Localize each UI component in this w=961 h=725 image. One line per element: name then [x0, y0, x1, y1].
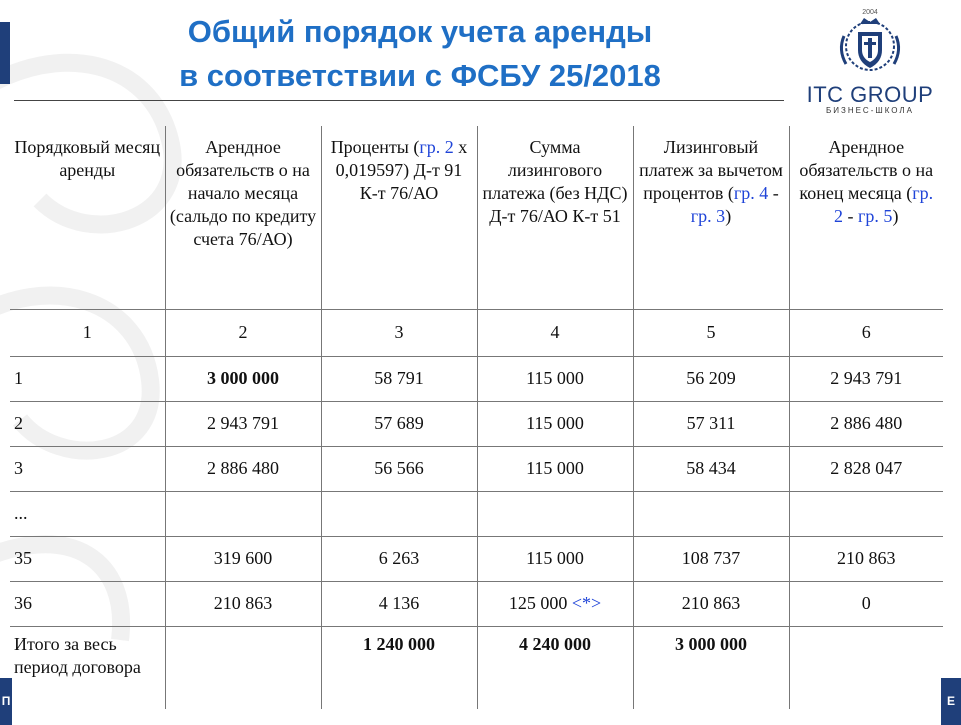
total-interest: 1 240 000 [321, 626, 477, 709]
table-row [10, 401, 943, 446]
ref-col-3: гр. 3 [690, 206, 726, 226]
lease-accounting-table [10, 126, 943, 709]
column-number-row [10, 309, 943, 356]
cell-closing: 2 828 047 [789, 446, 943, 491]
cell-interest: 58 791 [321, 356, 477, 401]
total-label: Итого за весь период договора [10, 626, 165, 709]
cell-month: 35 [10, 536, 165, 581]
cell-net: 210 863 [633, 581, 789, 626]
cell-month: 3 [10, 446, 165, 491]
header-closing-liability: Арендное обязательств о на конец месяца (гр. 2 - гр. 5) [789, 126, 943, 309]
column-number: 6 [789, 309, 943, 356]
table-row [10, 581, 943, 626]
column-number: 4 [477, 309, 633, 356]
table-row [10, 536, 943, 581]
itc-group-logo [790, 6, 950, 128]
logo-name: ITC GROUP [806, 82, 934, 107]
cell-interest [321, 491, 477, 536]
table-row-ellipsis [10, 491, 943, 536]
table-row [10, 446, 943, 491]
cell-opening: 210 863 [165, 581, 321, 626]
cell-closing: 2 886 480 [789, 401, 943, 446]
logo-year: 2004 [862, 9, 878, 16]
cell-month: ... [10, 491, 165, 536]
ref-col-2: гр. 2 [419, 137, 454, 157]
header-interest: Проценты (гр. 2 х 0,019597) Д-т 91 К-т 76/АО [321, 126, 477, 309]
cell-payment: 115 000 [477, 401, 633, 446]
footer-right-tab: Е [941, 678, 961, 725]
footnote-link[interactable]: <*> [571, 593, 602, 613]
title-divider [14, 100, 784, 101]
cell-net: 57 311 [633, 401, 789, 446]
cell-closing: 210 863 [789, 536, 943, 581]
cell-net: 108 737 [633, 536, 789, 581]
slide-title [60, 10, 780, 98]
ref-col-4: гр. 4 [733, 183, 769, 203]
cell-opening [165, 491, 321, 536]
cell-interest: 4 136 [321, 581, 477, 626]
cell-month: 36 [10, 581, 165, 626]
cell-payment: 115 000 [477, 356, 633, 401]
cell-payment: 115 000 [477, 536, 633, 581]
column-number: 2 [165, 309, 321, 356]
total-net: 3 000 000 [633, 626, 789, 709]
table-row [10, 356, 943, 401]
cell-opening: 2 886 480 [165, 446, 321, 491]
cell-payment [477, 491, 633, 536]
cell-month: 1 [10, 356, 165, 401]
table-header-row [10, 126, 943, 309]
total-opening [165, 626, 321, 709]
crest-icon [832, 6, 908, 82]
title-line-2: в соответствии с ФСБУ 25/2018 [179, 58, 661, 93]
title-line-1: Общий порядок учета аренды [187, 14, 653, 49]
ref-col-5: гр. 5 [858, 206, 893, 226]
cell-net: 56 209 [633, 356, 789, 401]
cell-interest: 6 263 [321, 536, 477, 581]
footer-left-tab: П [0, 678, 12, 725]
cell-closing [789, 491, 943, 536]
ref-col-2: гр. 2 [834, 183, 934, 226]
cell-closing: 0 [789, 581, 943, 626]
logo-subtitle: БИЗНЕС-ШКОЛА [825, 106, 914, 115]
column-number: 3 [321, 309, 477, 356]
cell-interest: 57 689 [321, 401, 477, 446]
column-number: 5 [633, 309, 789, 356]
header-payment-net-interest: Лизинговый платеж за вычетом процентов (гр. 4 - гр. 3) [633, 126, 789, 309]
cell-month: 2 [10, 401, 165, 446]
cell-payment: 125 000 <*> [477, 581, 633, 626]
header-lease-payment: Сумма лизингового платежа (без НДС) Д-т 76/АО К-т 51 [477, 126, 633, 309]
header-month-number: Порядковый месяц аренды [10, 126, 165, 309]
left-accent-bar [0, 22, 10, 84]
header-opening-liability: Арендное обязательств о на начало месяца (сальдо по кредиту счета 76/АО) [165, 126, 321, 309]
cell-net [633, 491, 789, 536]
total-closing [789, 626, 943, 709]
cell-payment: 115 000 [477, 446, 633, 491]
cell-net: 58 434 [633, 446, 789, 491]
cell-closing: 2 943 791 [789, 356, 943, 401]
cell-opening: 2 943 791 [165, 401, 321, 446]
cell-interest: 56 566 [321, 446, 477, 491]
table-total-row [10, 626, 943, 709]
column-number: 1 [10, 309, 165, 356]
cell-opening: 3 000 000 [165, 356, 321, 401]
total-payment: 4 240 000 [477, 626, 633, 709]
cell-opening: 319 600 [165, 536, 321, 581]
